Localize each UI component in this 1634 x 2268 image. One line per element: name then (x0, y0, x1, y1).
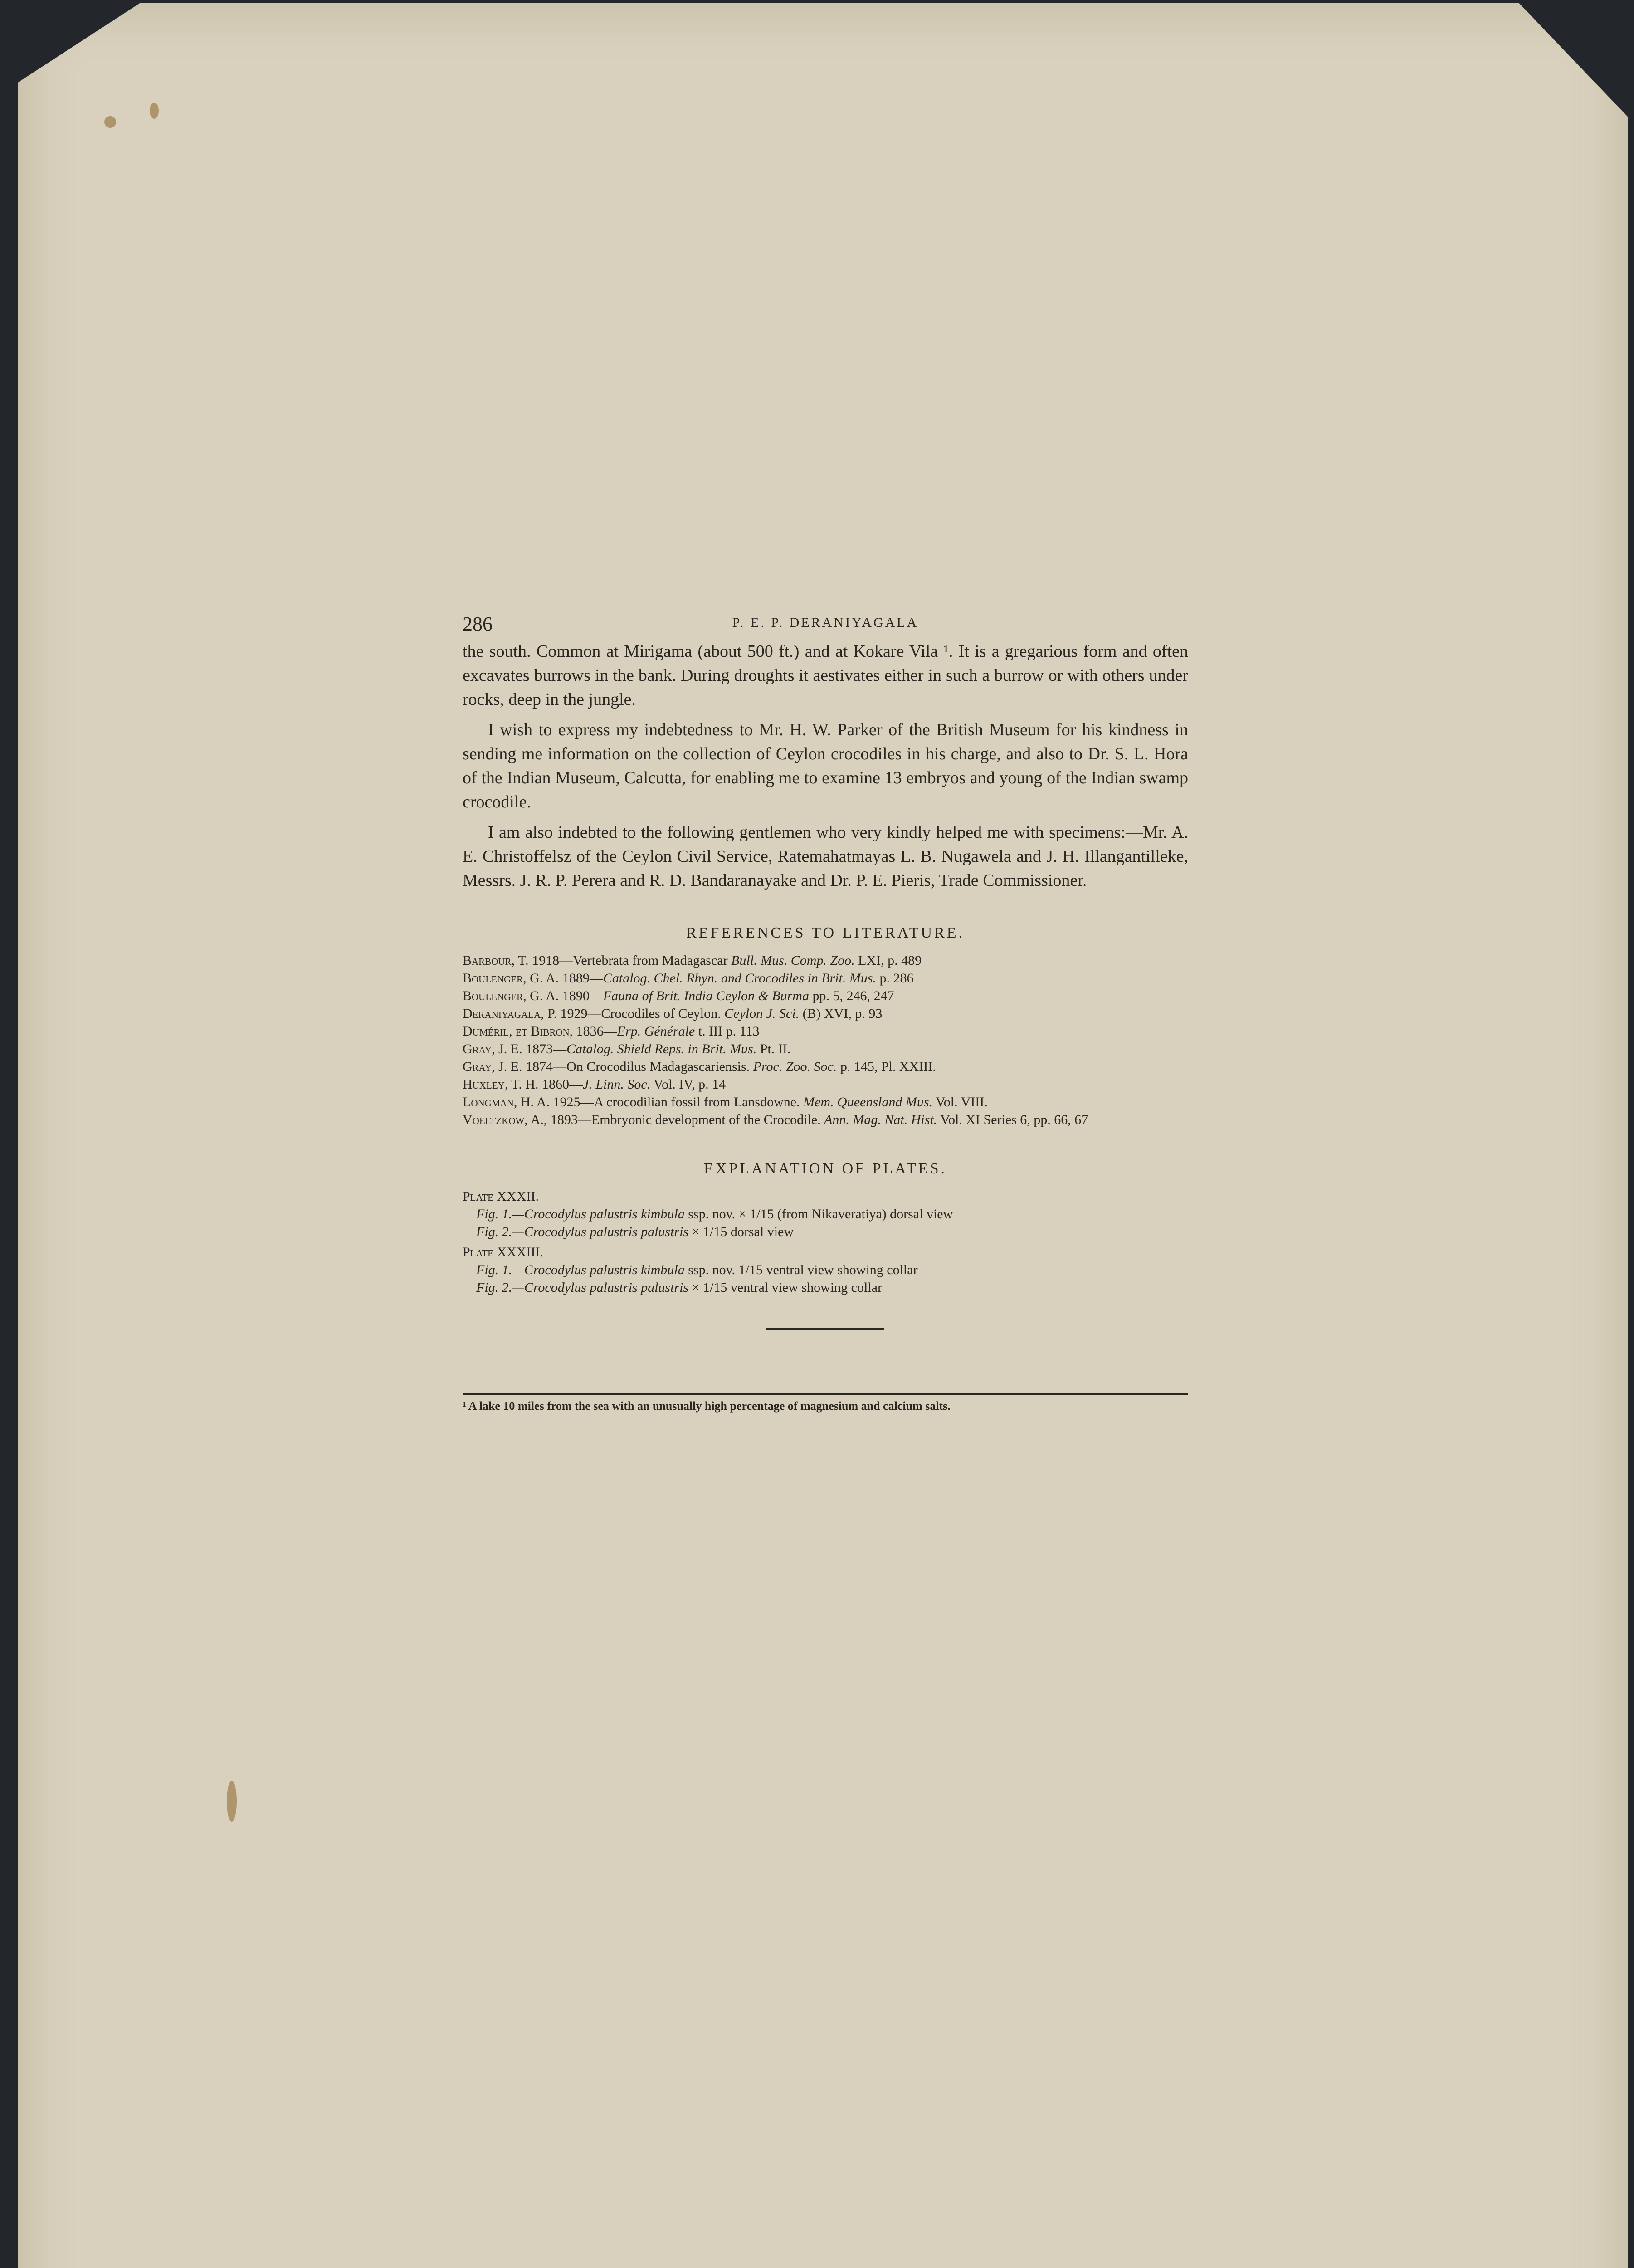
explanation-heading: EXPLANATION OF PLATES. (704, 1160, 947, 1177)
figure-caption: Fig. 2.—Crocodylus palustris palustris × 1/15 ventral view showing collar (476, 1280, 882, 1295)
stain-left-margin (227, 1781, 237, 1822)
section-divider (766, 1328, 884, 1330)
footnote: ¹ A lake 10 miles from the sea with an unusually high percentage of magnesium and calcium salts. (463, 1399, 951, 1413)
reference-item: Barbour, T. 1918—Vertebrata from Madagascar Bull. Mus. Comp. Zoo. LXI, p. 489 (463, 953, 922, 968)
reference-item: Boulenger, G. A. 1889—Catalog. Chel. Rhyn. and Crocodiles in Brit. Mus. p. 286 (463, 971, 914, 986)
plates-list (463, 1188, 1188, 1296)
reference-item: Boulenger, G. A. 1890—Fauna of Brit. India Ceylon & Burma pp. 5, 246, 247 (463, 988, 894, 1003)
figure-caption: Fig. 2.—Crocodylus palustris palustris × 1/15 dorsal view (476, 1224, 794, 1239)
figure-caption: Fig. 1.—Crocodylus palustris kimbula ssp. nov. 1/15 ventral view showing collar (476, 1262, 918, 1277)
paragraph-1: the south. Common at Mirigama (about 500 ft.) and at Kokare Vila ¹. It is a gregarious form and often excavates burrows in the bank. During droughts it aestivates either in such a burrow or with others under rocks, deep in the jungle. (463, 642, 1188, 709)
figure-caption: Fig. 1.—Crocodylus palustris kimbula ssp. nov. × 1/15 (from Nikaveratiya) dorsal view (476, 1207, 953, 1222)
reference-item: Duméril, et Bibron, 1836—Erp. Générale t. III p. 113 (463, 1024, 760, 1039)
paragraph-2: I wish to express my indebtedness to Mr. H. W. Parker of the British Museum for his kindness in sending me information on the collection of Ceylon crocodiles in his charge, and also to Dr. S. L. Hora of the Indian Museum, Calcutta, for enabling me to examine 13 embryos and young of the Indian swamp crocodile. (463, 720, 1188, 811)
plate-label: Plate XXXIII. (463, 1245, 543, 1260)
reference-item: Longman, H. A. 1925—A crocodilian fossil from Lansdowne. Mem. Queensland Mus. Vol. VIII. (463, 1095, 988, 1110)
page-text (463, 612, 1188, 1413)
plate-label: Plate XXXII. (463, 1189, 539, 1204)
running-head (463, 612, 1188, 640)
reference-item: Gray, J. E. 1874—On Crocodilus Madagascariensis. Proc. Zoo. Soc. p. 145, Pl. XXIII. (463, 1059, 936, 1074)
reference-item: Huxley, T. H. 1860—J. Linn. Soc. Vol. IV, p. 14 (463, 1077, 726, 1092)
stain-top-left-2 (150, 103, 159, 119)
references-list (463, 952, 1188, 1129)
reference-item: Voeltzkow, A., 1893—Embryonic development of the Crocodile. Ann. Mag. Nat. Hist. Vol. XI Series 6, pp. 66, 67 (463, 1112, 1088, 1127)
page-number: 286 (463, 613, 493, 635)
stain-top-left (104, 116, 116, 128)
running-head-author: P. E. P. DERANIYAGALA (732, 615, 919, 630)
references-heading: REFERENCES TO LITERATURE. (686, 924, 965, 941)
footnote-rule (463, 1393, 1188, 1395)
reference-item: Gray, J. E. 1873—Catalog. Shield Reps. in Brit. Mus. Pt. II. (463, 1041, 791, 1056)
reference-item: Deraniyagala, P. 1929—Crocodiles of Ceylon. Ceylon J. Sci. (B) XVI, p. 93 (463, 1006, 883, 1021)
paragraph-3: I am also indebted to the following gentlemen who very kindly helped me with specimens:—Mr. A. E. Christoffelsz of the Ceylon Civil Service, Ratemahatmayas L. B. Nugawela and J. H. Illangantilleke, Messrs. J. R. P. Perera and R. D. Bandaranayake and Dr. P. E. Pieris, Trade Commissioner. (463, 823, 1188, 890)
